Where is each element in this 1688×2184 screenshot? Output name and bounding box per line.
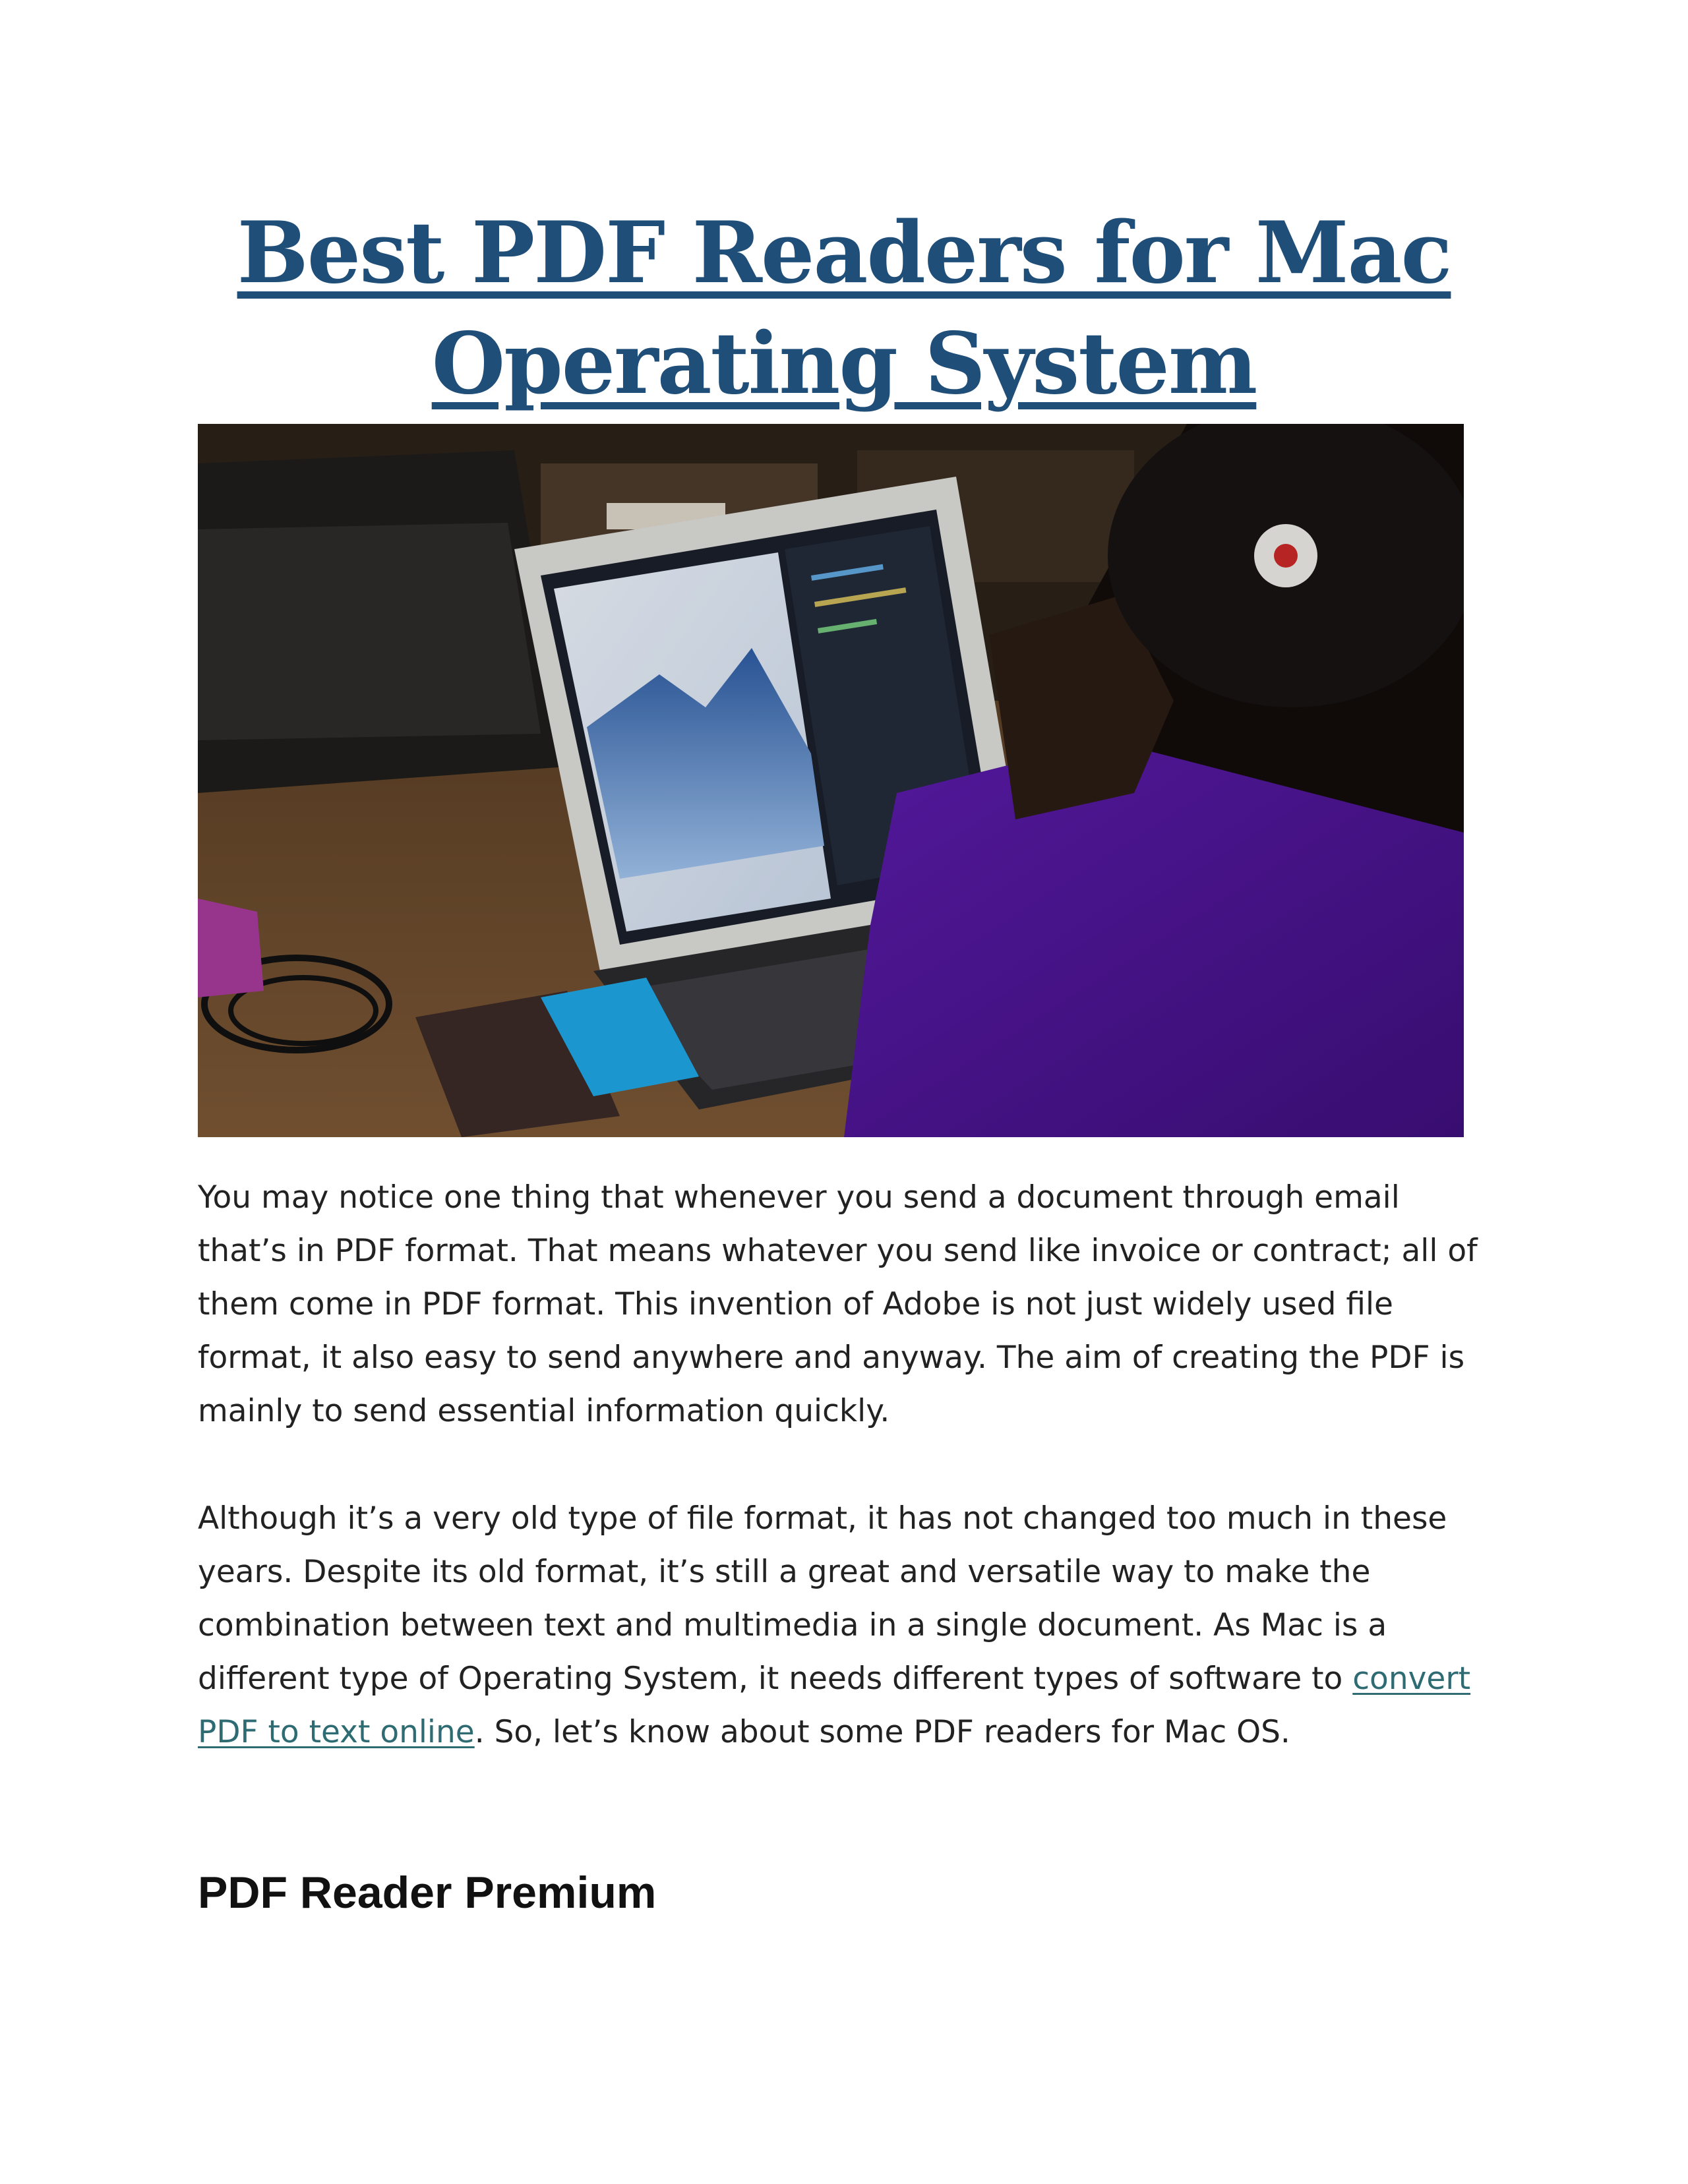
hero-photo xyxy=(198,424,1464,1137)
convert-pdf-link[interactable]: convert PDF to text online xyxy=(198,1661,1471,1750)
context-paragraph xyxy=(198,1492,1490,1759)
paragraph-text-after-link: . So, let’s know about some PDF readers for Mac OS. xyxy=(474,1714,1290,1750)
paragraph-text-before-link: Although it’s a very old type of file format, it has not changed too much in these years. Despite its old format, it’s still a great and versatile way to make the combination between text and multimedia in a single document. As Mac is a different type of Operating System, it needs different types of software to xyxy=(198,1500,1447,1697)
article-title: Best PDF Readers for Mac Operating System xyxy=(237,204,1451,413)
section-heading: PDF Reader Premium xyxy=(198,1868,657,1918)
intro-paragraph: You may notice one thing that whenever you send a document through email that’s in PDF format. That means whatever you send like invoice or contract; all of them come in PDF format. This invention of Adobe is not just widely used file format, it also easy to send anywhere and anyway. The aim of creating the PDF is mainly to send essential information quickly. xyxy=(198,1179,1478,1429)
